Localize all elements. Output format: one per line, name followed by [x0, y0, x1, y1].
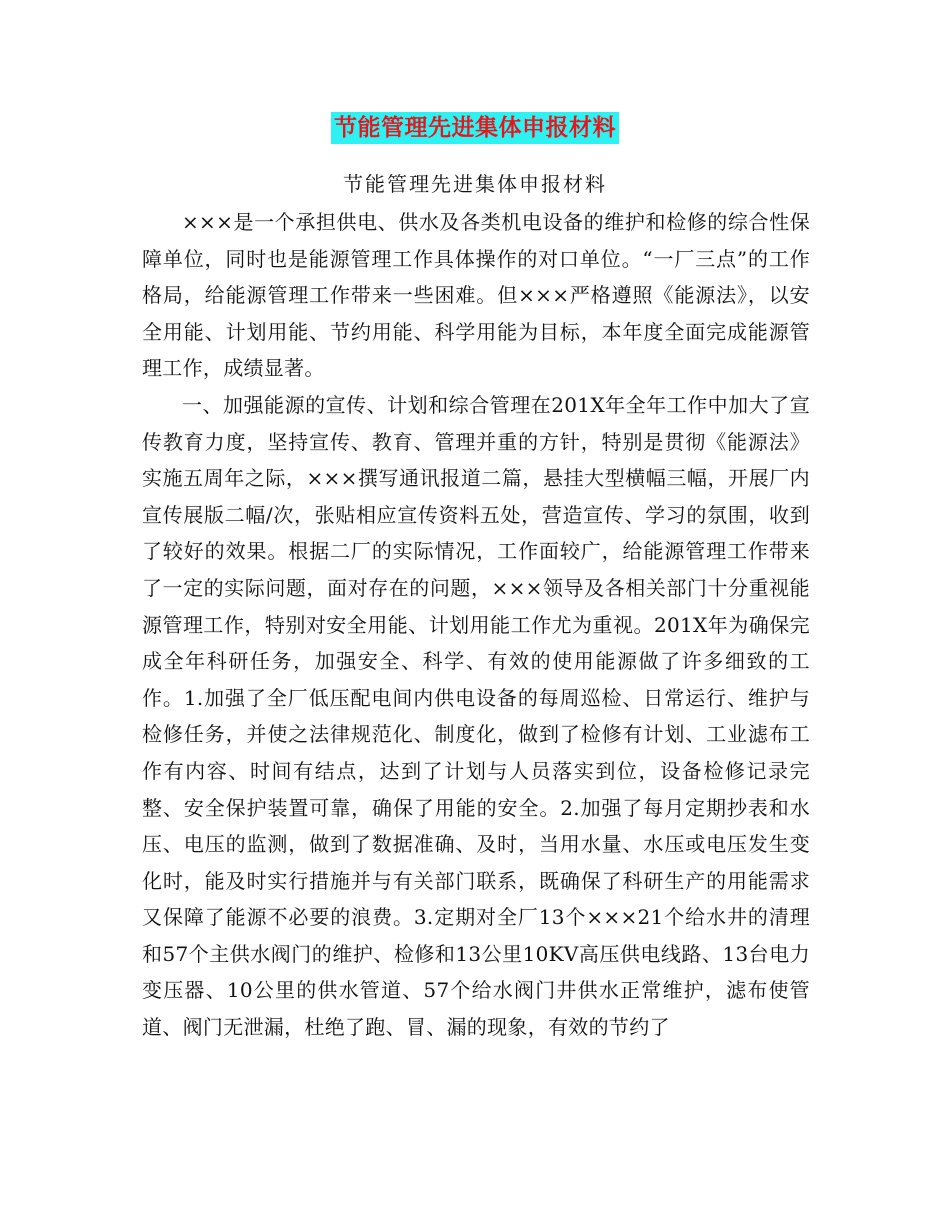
title-block [0, 112, 950, 144]
document-body [142, 204, 810, 1046]
paragraph-section-one: 一、加强能源的宣传、计划和综合管理在201X年全年工作中加大了宣传教育力度，坚持宣传、教育、管理并重的方针，特别是贯彻《能源法》实施五周年之际，×××撰写通讯报道二篇，悬挂大型横幅三幅，开展厂内宣传展版二幅/次，张贴相应宣传资料五处，营造宣传、学习的氛围，收到了较好的效果。根据二厂的实际情况，工作面较广，给能源管理工作带来了一定的实际问题，面对存在的问题，×××领导及各相关部门十分重视能源管理工作，特别对安全用能、计划用能工作尤为重视。201X年为确保完成全年科研任务，加强安全、科学、有效的使用能源做了许多细致的工作。1.加强了全厂低压配电间内供电设备的每周巡检、日常运行、维护与检修任务，并使之法律规范化、制度化，做到了检修有计划、工业滤布工作有内容、时间有结点，达到了计划与人员落实到位，设备检修记录完整、安全保护装置可靠，确保了用能的安全。2.加强了每月定期抄表和水压、电压的监测，做到了数据准确、及时，当用水量、水压或电压发生变化时，能及时实行措施并与有关部门联系，既确保了科研生产的用能需求又保障了能源不必要的浪费。3.定期对全厂13个×××21个给水井的清理和57个主供水阀门的维护、检修和13公里10KV高压供电线路、13台电力变压器、10公里的供水管道、57个给水阀门井供水正常维护，滤布使管道、阀门无泄漏，杜绝了跑、冒、漏的现象，有效的节约了 [142, 392, 810, 1040]
paragraph-intro: ×××是一个承担供电、供水及各类机电设备的维护和检修的综合性保障单位，同时也是能源管理工作具体操作的对口单位。“一厂三点”的工作格局，给能源管理工作带来一些困难。但×××严格遵照《能源法》，以安全用能、计划用能、节约用能、科学用能为目标，本年度全面完成能源管理工作，成绩显著。 [142, 210, 810, 381]
document-subtitle: 节能管理先进集体申报材料 [343, 172, 607, 196]
document-title: 节能管理先进集体申报材料 [331, 112, 619, 144]
